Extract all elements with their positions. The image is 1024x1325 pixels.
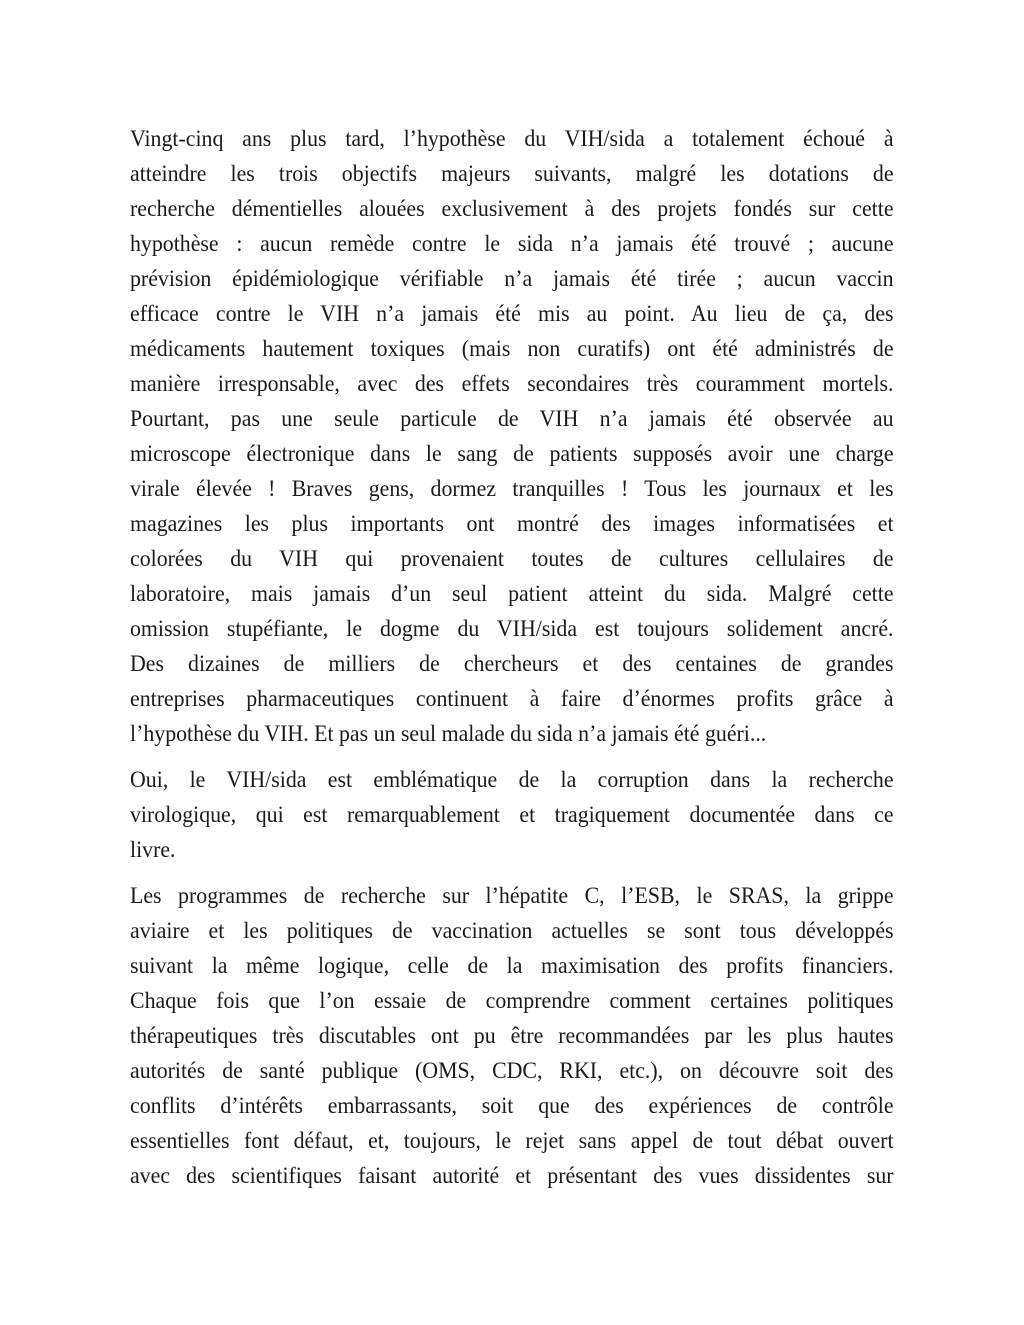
text-line: entreprises pharmaceutiques continuent à faire d’énormes profits grâce à (130, 686, 894, 712)
text-line: Les programmes de recherche sur l’hépatite C, l’ESB, le SRAS, la grippe (130, 883, 894, 909)
text-line: Des dizaines de milliers de chercheurs et des centaines de grandes (130, 651, 894, 677)
text-line: laboratoire, mais jamais d’un seul patient atteint du sida. Malgré cette (130, 581, 894, 607)
paragraph-3 (130, 879, 894, 1194)
text-line: Oui, le VIH/sida est emblématique de la corruption dans la recherche (130, 767, 894, 793)
text-line: avec des scientifiques faisant autorité et présentant des vues dissidentes sur (130, 1163, 894, 1189)
text-line: suivant la même logique, celle de la maximisation des profits financiers. (130, 953, 894, 979)
text-line: l’hypothèse du VIH. Et pas un seul malade du sida n’a jamais été guéri... (130, 721, 767, 747)
text-line: magazines les plus importants ont montré des images informatisées et (130, 511, 894, 537)
text-line: microscope électronique dans le sang de patients supposés avoir une charge (130, 441, 894, 467)
text-line: essentielles font défaut, et, toujours, le rejet sans appel de tout débat ouvert (130, 1128, 894, 1154)
text-line: omission stupéfiante, le dogme du VIH/sida est toujours solidement ancré. (130, 616, 894, 642)
text-line: livre. (130, 837, 176, 863)
text-line: Vingt-cinq ans plus tard, l’hypothèse du VIH/sida a totalement échoué à (130, 126, 894, 152)
text-line: Pourtant, pas une seule particule de VIH n’a jamais été observée au (130, 406, 894, 432)
paragraph-1 (130, 122, 894, 752)
text-line: virale élevée ! Braves gens, dormez tranquilles ! Tous les journaux et les (130, 476, 894, 502)
text-line: hypothèse : aucun remède contre le sida n’a jamais été trouvé ; aucune (130, 231, 894, 257)
text-line: thérapeutiques très discutables ont pu être recommandées par les plus hautes (130, 1023, 894, 1049)
text-line: conflits d’intérêts embarrassants, soit que des expériences de contrôle (130, 1093, 894, 1119)
text-line: prévision épidémiologique vérifiable n’a jamais été tirée ; aucun vaccin (130, 266, 894, 292)
text-line: autorités de santé publique (OMS, CDC, RKI, etc.), on découvre soit des (130, 1058, 894, 1084)
document-page (130, 122, 894, 1205)
text-line: manière irresponsable, avec des effets secondaires très couramment mortels. (130, 371, 894, 397)
text-line: colorées du VIH qui provenaient toutes de cultures cellulaires de (130, 546, 894, 572)
text-line: Chaque fois que l’on essaie de comprendre comment certaines politiques (130, 988, 894, 1014)
text-line: médicaments hautement toxiques (mais non curatifs) ont été administrés de (130, 336, 894, 362)
text-line: recherche démentielles alouées exclusivement à des projets fondés sur cette (130, 196, 894, 222)
text-line: virologique, qui est remarquablement et tragiquement documentée dans ce (130, 802, 894, 828)
text-line: aviaire et les politiques de vaccination actuelles se sont tous développés (130, 918, 894, 944)
text-line: efficace contre le VIH n’a jamais été mis au point. Au lieu de ça, des (130, 301, 894, 327)
paragraph-2 (130, 763, 894, 868)
text-line: atteindre les trois objectifs majeurs suivants, malgré les dotations de (130, 161, 894, 187)
